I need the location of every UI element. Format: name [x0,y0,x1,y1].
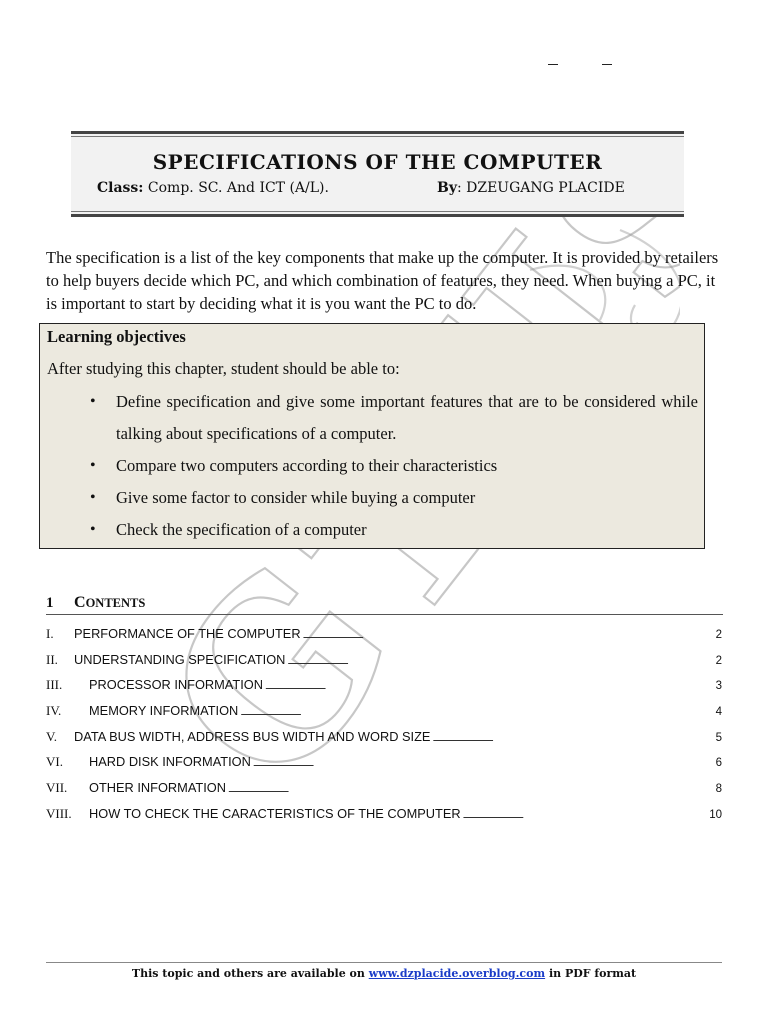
toc-leader [265,677,714,692]
contents-heading-initial: C [74,594,86,611]
toc-entry[interactable] [46,703,722,729]
toc-page[interactable]: 10 [709,808,722,821]
toc-number: III. [46,677,63,693]
class-label: Class: [97,180,144,196]
learning-objectives-box [39,323,705,549]
list-item: • Compare two computers according to their characteristics [90,450,698,482]
contents-heading [46,594,723,615]
toc-page[interactable]: 2 [715,629,722,641]
toc-entry[interactable] [46,729,722,755]
toc-leader [228,780,714,795]
footer-prefix: This topic and others are available on [131,967,369,980]
toc-entry[interactable] [46,754,722,780]
toc-page[interactable]: 4 [715,706,722,719]
toc-entry[interactable] [46,626,722,652]
toc-leader [303,626,714,641]
toc-label[interactable]: HARD DISK INFORMATION [89,754,251,770]
author-info [437,180,625,196]
toc-page[interactable]: 8 [715,783,722,796]
objectives-intro: After studying this chapter, student should be able to: [47,359,400,378]
list-item: • Give some factor to consider while buying a computer [90,482,698,514]
toc-label[interactable]: PERFORMANCE OF THE COMPUTER [74,626,301,641]
toc-number: II. [46,651,58,667]
toc-page[interactable]: 6 [715,757,722,770]
class-value: Comp. SC. And ICT (A/L). [143,180,329,196]
toc-entry[interactable] [46,806,722,832]
toc-page[interactable]: 5 [715,731,722,744]
toc-entry[interactable] [46,677,722,703]
toc-leader [432,729,713,744]
list-item: • Check the specification of a computer [90,514,698,546]
objectives-heading: Learning objectives [47,327,186,346]
author-value: : DZEUGANG PLACIDE [456,180,625,196]
toc-entry[interactable] [46,652,722,678]
toc-label[interactable]: UNDERSTANDING SPECIFICATION [74,651,286,667]
intro-paragraph: The specification is a list of the key components that make up the computer. It is provided by retailers to help buyers decide which PC, and which combination of features, they need. When buying a PC, it is important to start by deciding what it is you want the PC to do. [46,248,719,313]
toc-number: VIII. [46,805,72,821]
toc-page[interactable]: 2 [715,654,722,667]
toc-number: VII. [46,780,68,796]
toc-number: VI. [46,754,63,770]
footer-suffix: in PDF format [545,967,637,980]
table-of-contents [46,626,722,832]
toc-entry[interactable] [46,780,722,806]
toc-leader [240,703,713,718]
contents-number: 1 [46,595,54,611]
page-footer [0,967,768,980]
list-item: • Define specification and give some important features that are to be considered while talking about specifications of a computer. [90,386,698,450]
toc-label[interactable]: HOW TO CHECK THE CARACTERISTICS OF THE COMPUTER [89,805,461,821]
author-label: By [437,180,457,196]
objectives-list [90,386,698,546]
header-dashes [548,56,656,72]
toc-leader [463,806,708,821]
toc-leader [253,754,714,769]
toc-label[interactable]: DATA BUS WIDTH, ADDRESS BUS WIDTH AND WORD SIZE [74,728,431,744]
toc-label[interactable]: MEMORY INFORMATION [89,703,239,719]
toc-leader [287,652,713,667]
footer-link[interactable]: www.dzplacide.overblog.com [368,967,546,980]
contents-heading-rest: ONTENTS [85,596,146,610]
title-box [71,131,684,217]
toc-label[interactable]: OTHER INFORMATION [89,780,226,796]
toc-page[interactable]: 3 [715,680,722,693]
toc-label[interactable]: PROCESSOR INFORMATION [89,677,263,693]
toc-number: IV. [46,703,62,719]
page-title: SPECIFICATIONS OF THE COMPUTER [152,150,603,174]
toc-number: I. [46,626,54,641]
class-info [97,180,329,196]
footer-divider [46,962,722,963]
toc-number: V. [46,728,57,744]
